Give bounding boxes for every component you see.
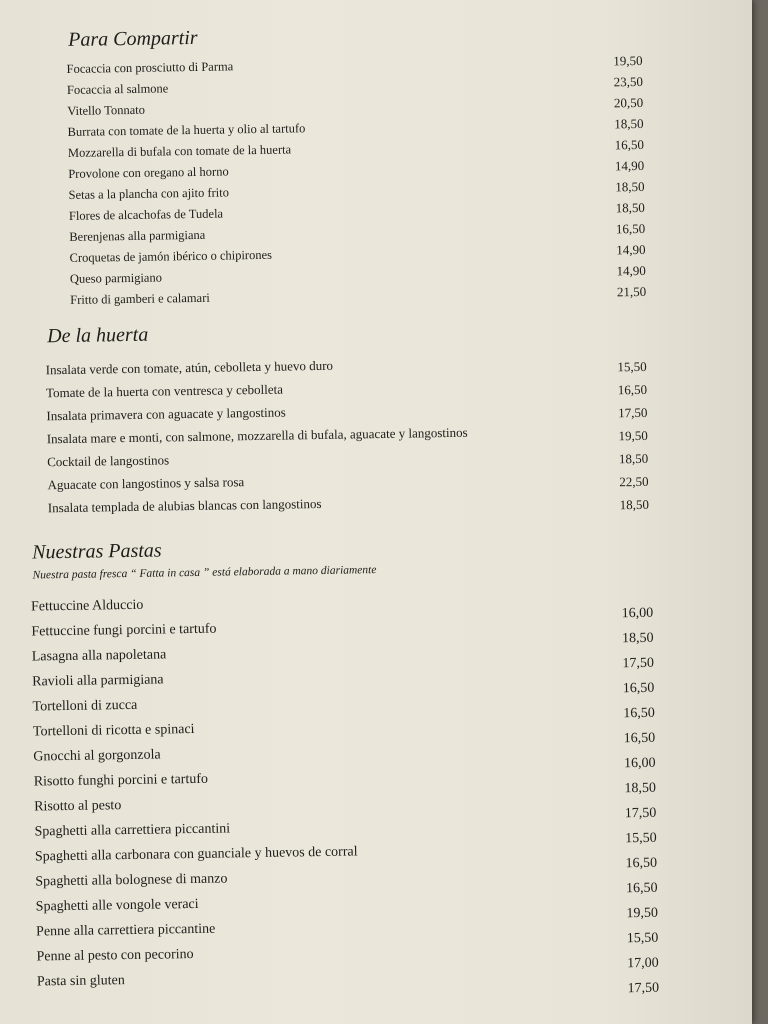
item-name: Flores de alcachofas de Tudela [68,206,224,223]
item-name: Risotto funghi porcini e tartufo [33,771,209,790]
item-price: 18,50 [619,496,649,513]
item-name: Tortelloni di zucca [32,697,138,715]
section-title: De la huerta [46,323,149,348]
item-price: 18,50 [618,450,649,467]
item-price: 15,50 [626,930,659,947]
item-name: Ravioli alla parmigiana [32,672,164,690]
item-name: Risotto al pesto [34,798,122,815]
item-price: 16,50 [614,136,644,153]
section-title: Nuestras Pastas [31,539,162,564]
item-price: 16,50 [617,381,648,398]
item-price: 17,50 [627,980,660,997]
item-price: 23,50 [613,73,644,90]
item-price: 19,50 [626,905,659,922]
item-price: 16,50 [615,220,646,237]
item-price: 14,90 [614,157,645,174]
item-name: Insalata mare e monti, con salmone, mozzarella di bufala, aguacate y langostinos [46,424,468,447]
item-name: Queso parmigiano [69,270,163,286]
item-price: 16,00 [623,755,656,772]
item-price: 16,50 [622,680,655,697]
item-name: Spaghetti alla carbonara con guanciale y huevos de corral [34,844,358,865]
item-price: 20,50 [613,94,644,111]
item-name: Pasta sin gluten [36,973,125,990]
item-price: 16,00 [621,605,654,622]
item-price: 15,50 [617,358,647,375]
item-price: 18,50 [621,630,654,647]
item-name: Vitello Tonnato [67,102,146,118]
item-price: 14,90 [616,241,646,258]
item-name: Fritto di gamberi e calamari [70,290,210,307]
item-price: 18,50 [624,780,657,797]
item-price: 17,50 [618,404,648,421]
item-name: Focaccia con prosciutto di Parma [66,59,234,76]
section-subtitle: Nuestra pasta fresca “ Fatta in casa ” está elaborada a mano diariamente [32,564,377,582]
item-price: 15,50 [625,830,657,847]
item-name: Gnocchi al gorgonzola [33,747,161,765]
item-name: Cocktail de langostinos [47,452,170,470]
item-name: Berenjenas alla parmigiana [69,227,206,244]
item-name: Provolone con oregano al horno [68,164,229,181]
item-name: Tortelloni di ricotta e spinaci [32,721,195,740]
item-name: Burrata con tomate de la huerta y olio al tartufo [67,121,306,139]
item-name: Insalata primavera con aguacate y langostinos [46,404,286,424]
item-name: Insalata templada de alubias blancas con langostinos [47,495,322,516]
item-price: 18,50 [615,178,645,195]
item-price: 16,50 [623,705,655,722]
item-price: 16,50 [625,855,658,872]
item-price: 16,50 [623,730,656,747]
item-price: 18,50 [615,199,645,216]
item-name: Fettuccine fungi porcini e tartufo [31,621,217,640]
section-title: Para Compartir [67,26,198,51]
item-name: Croquetas de jamón ibérico o chipirones [69,247,273,265]
item-name: Lasagna alla napoletana [31,647,167,665]
item-price: 16,50 [625,880,658,897]
item-price: 19,50 [613,52,643,69]
item-name: Spaghetti alla bolognese di manzo [35,871,228,890]
item-price: 22,50 [619,473,649,490]
item-name: Spaghetti alle vongole veraci [35,896,199,915]
item-name: Tomate de la huerta con ventresca y cebolleta [45,381,284,401]
section-de-la-huerta [0,314,752,516]
item-price: 18,50 [614,115,644,132]
section-nuestras-pastas [0,530,752,997]
item-name: Penne al pesto con pecorino [36,947,194,965]
item-name: Penne alla carrettiera piccantine [36,921,216,940]
item-price: 17,50 [624,805,657,822]
item-name: Insalata verde con tomate, atún, cebolleta y huevo duro [45,357,334,378]
item-price: 17,00 [627,955,659,972]
item-name: Focaccia al salmone [66,81,169,97]
item-name: Mozzarella di bufala con tomate de la huerta [67,142,292,160]
item-price: 17,50 [622,655,655,672]
item-name: Spaghetti alla carrettiera piccantini [34,821,231,840]
item-name: Fettuccine Alduccio [30,597,144,615]
item-name: Setas a la plancha con ajito frito [68,185,230,202]
section-para-compartir [0,18,752,307]
item-price: 14,90 [616,262,646,279]
item-price: 21,50 [616,283,647,300]
item-price: 19,50 [618,427,648,444]
item-name: Aguacate con langostinos y salsa rosa [47,474,245,493]
